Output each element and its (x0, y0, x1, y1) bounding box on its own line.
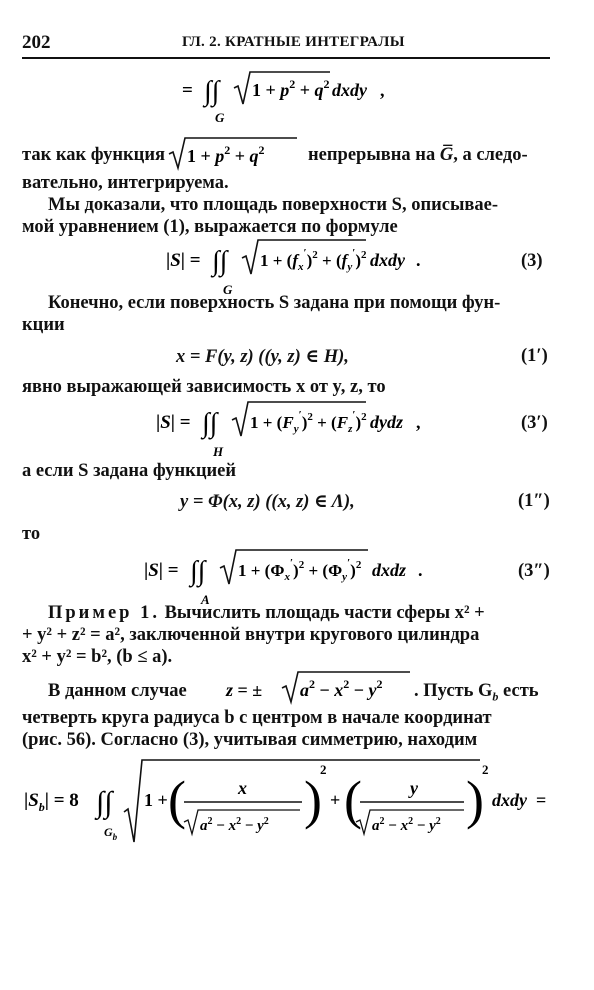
svg-text:∫∫: ∫∫ (202, 408, 218, 439)
svg-text:dxdy: dxdy (332, 80, 367, 100)
svg-text:1 + p2 + q2: $1 + p^2 + q^2$ (187, 143, 265, 166)
formula-sb (20, 756, 560, 846)
page-number: 202 (22, 32, 51, 53)
line-1b: непрерывна на G̅, а следо- (308, 145, 528, 165)
line-8: а если S задана функцией (22, 461, 237, 481)
svg-text:∫∫: ∫∫ (204, 76, 220, 107)
eq-number-3-prime: (3′) (521, 413, 548, 433)
formula-3-prime (148, 398, 448, 460)
svg-text:1 + p2 + q2: $1 + p^2 + q^2$ (252, 77, 330, 100)
svg-text:): ) (304, 770, 322, 830)
svg-text:∫∫: ∫∫ (212, 246, 228, 277)
eq-number-1-double-prime: (1″) (518, 491, 550, 511)
svg-text:G: G (223, 282, 233, 297)
svg-text:1 + (Φx′)2 + (Φy′)2: $1 + (\Phi_x')^2 + (\Phi_y')^2$ (238, 557, 362, 583)
inline-sqrt (167, 134, 301, 172)
svg-text:dydz: dydz (370, 412, 403, 432)
example-line-2: + y² + z² = a², заключенной внутри кругового цилиндра (22, 625, 480, 645)
line-6: кции (22, 315, 65, 335)
chapter-title: ГЛ. 2. КРАТНЫЕ ИНТЕГРАЛЫ (182, 34, 405, 50)
svg-text:dxdz: dxdz (372, 560, 407, 580)
svg-text:∫∫: ∫∫ (190, 556, 206, 587)
svg-text:): ) (466, 770, 484, 830)
solution-line-3: (рис. 56). Согласно (3), учитывая симметрию, находим (22, 730, 478, 750)
svg-text:dxdy: dxdy (492, 790, 527, 810)
svg-text:|S| =: |S| = (144, 560, 179, 581)
formula-1 (170, 66, 410, 126)
svg-text:y: y (410, 778, 418, 798)
eq-number-1-prime: (1′) (521, 346, 548, 366)
svg-text:a2 − x2 − y2: $a^2 - x^2 - y^2$ (200, 816, 269, 834)
formula-1-prime: x = F(y, z) ((y, z) ∈ H), (176, 347, 349, 367)
line-7: явно выражающей зависимость x от y, z, то (22, 377, 386, 397)
svg-text:1 + (Fy′)2 + (Fz′)2: $1 + (F_y')^2 + (F_z')^2$ (250, 409, 367, 435)
svg-text:2: 2 (320, 762, 327, 777)
header-rule (22, 57, 550, 59)
example-line-1: Пример 1. Вычислить площадь части сферы x² + (48, 603, 485, 623)
svg-text:|S| =: |S| = (166, 250, 201, 271)
formula-1-double-prime: y = Φ(x, z) ((x, z) ∈ Λ), (180, 492, 355, 512)
svg-text:∫∫: ∫∫ (96, 786, 113, 819)
svg-text:|Sb| = 8: $|S_b| = 8$ (24, 790, 79, 814)
svg-text:.: . (418, 560, 423, 580)
svg-text:1 + (fx′)2 + (fy′)2: $1 + (f_x')^2 + (f_y')^2$ (260, 247, 367, 273)
svg-text:x: x (238, 778, 247, 798)
solution-line-1b: . Пусть $G_b$ есть (414, 681, 539, 704)
svg-text:|S| =: |S| = (156, 412, 191, 433)
svg-text:,: , (380, 80, 385, 100)
example-line-3: x² + y² = b², (b ≤ a). (22, 647, 173, 667)
formula-3 (160, 236, 460, 298)
svg-text:Gb: $G_b$ (104, 825, 118, 842)
solution-line-1a: В данном случае (48, 681, 187, 701)
svg-text:2: 2 (482, 762, 489, 777)
svg-text:=: = (536, 790, 547, 810)
solution-line-2: четверть круга радиуса b с центром в начале координат (22, 708, 492, 728)
svg-text:1 +: 1 + (144, 790, 168, 810)
svg-text:=: = (182, 80, 193, 101)
line-4: мой уравнением (1), выражается по формуле (22, 217, 398, 237)
eq-number-3: (3) (521, 251, 543, 271)
example-label: Пример 1. (48, 603, 160, 623)
svg-text:H: H (213, 444, 224, 459)
eq-number-3-double-prime: (3″) (518, 561, 550, 581)
svg-text:z = ±: z = ± (226, 680, 263, 700)
line-2: вательно, интегрируема. (22, 173, 229, 193)
line-5: Конечно, если поверхность S задана при помощи фун- (48, 293, 501, 313)
svg-text:A: A (201, 592, 210, 607)
line-9: то (22, 524, 41, 544)
svg-text:a2 − x2 − y2: $a^2 - x^2 - y^2$ (300, 677, 383, 700)
svg-text:G: G (215, 110, 225, 125)
svg-text:.: . (416, 250, 421, 270)
svg-text:(: ( (168, 770, 186, 830)
svg-text:+: + (330, 790, 341, 810)
svg-text:(: ( (344, 770, 362, 830)
svg-text:dxdy: dxdy (370, 250, 405, 270)
line-3: Мы доказали, что площадь поверхности S, описывае- (48, 195, 499, 215)
inline-z-formula (224, 668, 414, 706)
line-1a: так как функция (22, 145, 165, 165)
formula-3-double-prime (136, 546, 446, 608)
svg-text:,: , (416, 412, 421, 432)
svg-text:a2 − x2 − y2: $a^2 - x^2 - y^2$ (372, 816, 441, 834)
